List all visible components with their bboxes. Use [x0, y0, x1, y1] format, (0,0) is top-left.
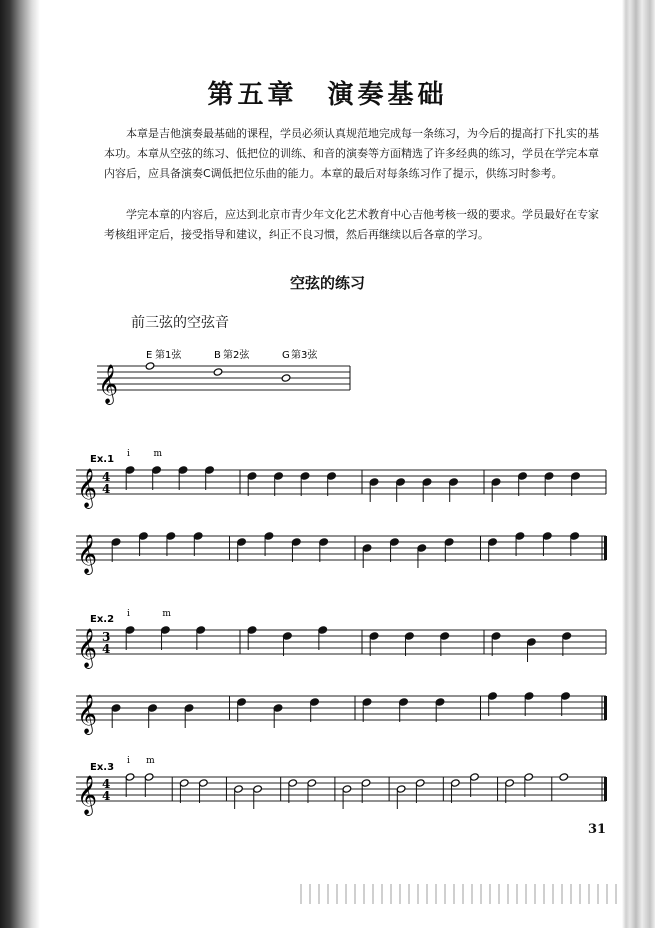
- ex1-fingering-i: i: [127, 449, 130, 459]
- open-string-label: 第2弦: [223, 350, 250, 361]
- ex3-fingering-m: m: [146, 756, 155, 766]
- open-string-1-notehead: [145, 362, 155, 370]
- ex2-system-1-staff-treble-clef: 𝄞: [77, 628, 98, 668]
- ex1-fingering-m: m: [153, 449, 163, 459]
- intro-paragraph-2-text: 学完本章的内容后，应达到北京市青少年文化艺术教育中心吉他考核一级的要求。学员最好在专家考核组评定后，接受指导和建议，纠正不良习惯，然后再继续以后各章的学习。: [104, 208, 599, 241]
- open-string-note-name: G: [282, 350, 290, 361]
- page-number: 31: [588, 822, 607, 837]
- intro-paragraph-1-text: 本章是吉他演奏最基础的课程，学员必须认真规范地完成每一条练习，为今后的提高打下扎实的基本功。本章从空弦的练习、低把位的训练、和音的演奏等方面精选了许多经典的练习，学员在学完本章内容后，应具备演奏C调低把位乐曲的能力。本章的最后对每条练习作了提示，供练习时参考。: [104, 127, 599, 180]
- open-string-2-notehead: [213, 368, 223, 376]
- open-string-label: 第1弦: [155, 350, 182, 361]
- ex1-time-bottom: 4: [102, 482, 111, 496]
- ex3-system-1-m9-n1-notehead: [559, 773, 569, 781]
- ex2-time-top: 3: [102, 630, 111, 644]
- ex1-label: Ex.1: [90, 454, 115, 465]
- section-title: 空弦的练习: [289, 274, 365, 292]
- open-string-note-name: E: [146, 350, 153, 361]
- open-string-label: 第3弦: [291, 350, 318, 361]
- ex3-system-1-staff-treble-clef: 𝄞: [77, 775, 98, 815]
- ex2-fingering-m: m: [162, 609, 171, 619]
- open-string-note-name: B: [214, 350, 221, 361]
- subsection-title: 前三弦的空弦音: [131, 315, 229, 331]
- ex3-time-top: 4: [102, 777, 111, 791]
- open-string-3-notehead: [281, 374, 291, 382]
- chapter-title: 第五章 演奏基础: [207, 80, 448, 110]
- ex3-fingering-i: i: [127, 756, 130, 766]
- ex2-label: Ex.2: [90, 614, 115, 625]
- ex1-system-1-staff-treble-clef: 𝄞: [77, 468, 98, 508]
- ex3-label: Ex.3: [90, 762, 115, 773]
- ex2-system-2-staff-treble-clef: 𝄞: [77, 694, 98, 734]
- ex2-time-bottom: 4: [102, 642, 111, 656]
- ex1-time-top: 4: [102, 470, 111, 484]
- open-strings-staff-treble-clef: 𝄞: [98, 364, 119, 404]
- ex1-system-2-staff-treble-clef: 𝄞: [77, 534, 98, 574]
- ex2-fingering-i: i: [127, 609, 130, 619]
- ex3-time-bottom: 4: [102, 789, 111, 803]
